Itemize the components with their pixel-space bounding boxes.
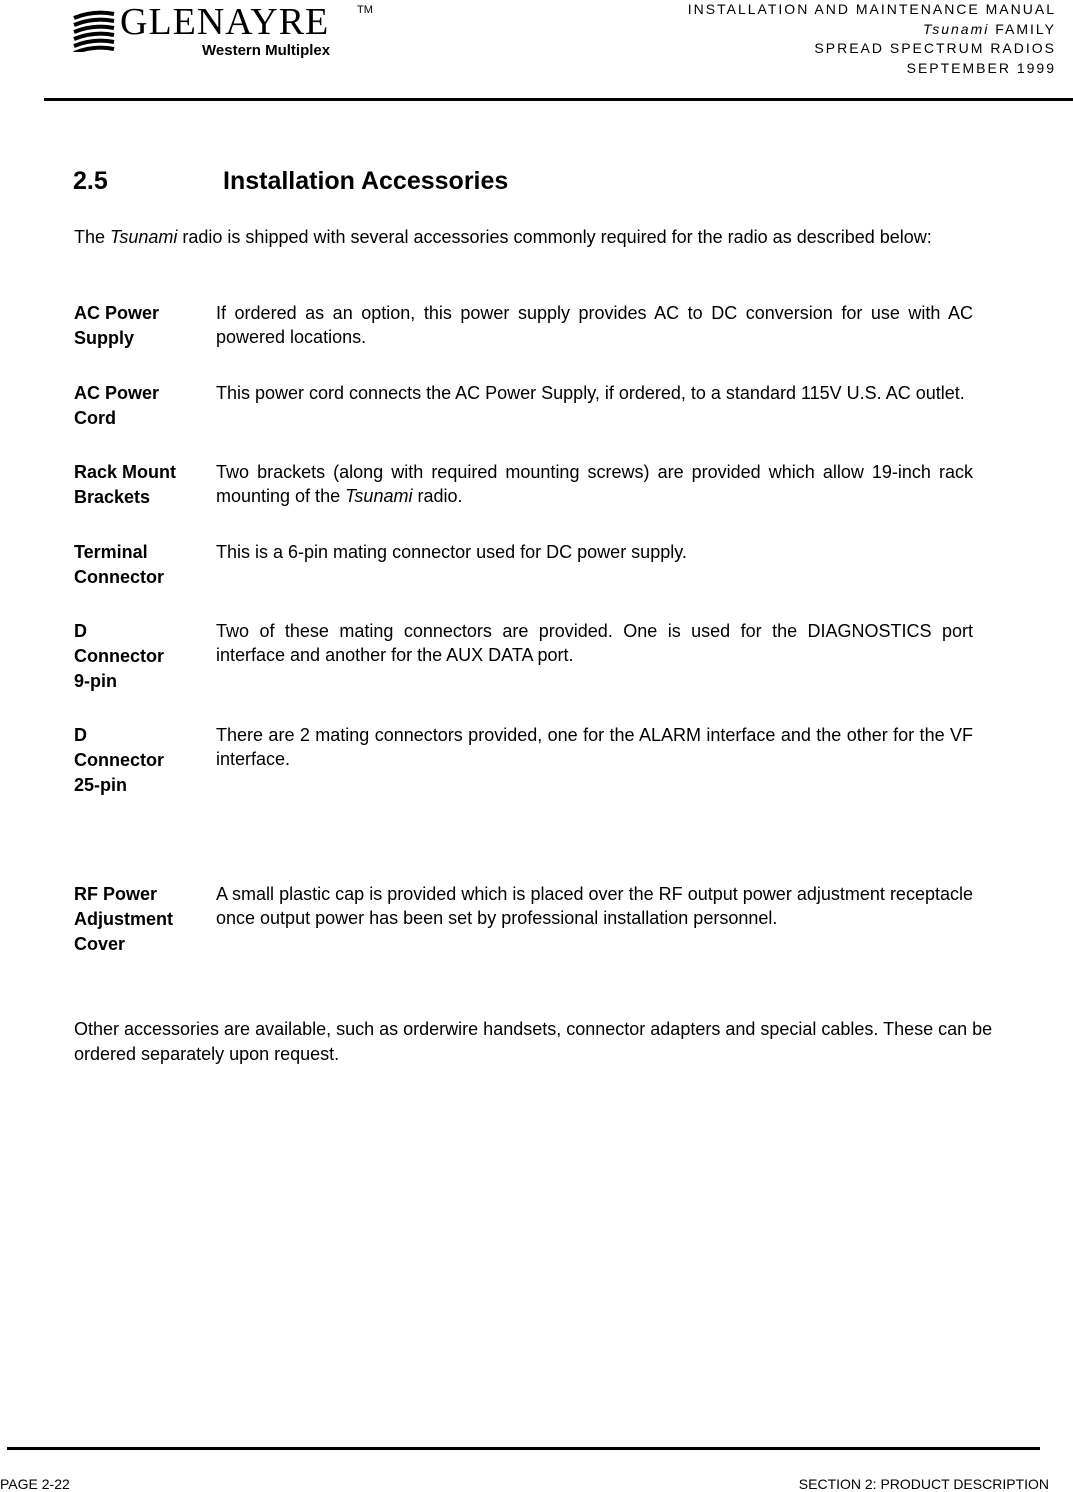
header-date: SEPTEMBER 1999 [906,59,1056,76]
footer-divider [7,1447,1040,1450]
header-family [688,20,1056,40]
accessory-term: RF Power Adjustment Cover [74,884,173,954]
accessory-term: AC Power Supply [74,303,160,348]
section-number: 2.5 [73,167,108,195]
accessory-description: There are 2 mating connectors provided, one for the ALARM interface and the other for the VF interface. [216,725,973,769]
accessory-description: Two of these mating connectors are provided. One is used for the DIAGNOSTICS port interface and another for the AUX DATA port. [216,621,973,665]
logo-subtitle: Western Multiplex [202,42,331,59]
accessory-term: AC Power Cord [74,383,160,428]
company-logo [72,2,372,60]
accessory-description [216,460,973,508]
accessory-description: This is a 6-pin mating connector used for DC power supply. [216,542,687,562]
accessory-term: D Connector 25-pin [74,725,164,795]
header-family-label: FAMILY [989,20,1056,37]
logo-swoosh-icon [72,8,116,52]
logo-trademark: TM [357,4,373,16]
logo-wordmark: GLENAYRE [120,1,330,43]
header-product-name: Tsunami [922,20,990,37]
accessory-description-start: Two brackets (along with required mounting screws) are provided which allow 19-inch rack mounting of the [216,462,973,506]
accessory-description: A small plastic cap is provided which is placed over the RF output power adjustment receptacle once output power has been set by professional installation personnel. [216,884,973,928]
accessory-product-name: Tsunami [345,486,413,506]
section-title: Installation Accessories [223,167,509,195]
section-heading [73,167,508,196]
intro-product-name: Tsunami [110,227,178,247]
intro-paragraph [74,225,1034,249]
accessory-term: Rack Mount Brackets [74,462,177,507]
accessory-term: Terminal Connector [74,542,164,587]
footer-section-name: SECTION 2: PRODUCT DESCRIPTION [798,1476,1049,1492]
header-manual-title: INSTALLATION AND MAINTENANCE MANUAL [687,1,1056,17]
accessory-description: If ordered as an option, this power supply provides AC to DC conversion for use with AC powered locations. [216,303,973,347]
accessory-term: D Connector 9-pin [74,621,164,691]
intro-text-start: The [74,227,111,247]
document-header [688,0,1056,78]
header-product-type: SPREAD SPECTRUM RADIOS [814,40,1056,56]
accessory-description-end: radio. [412,486,463,506]
accessory-description: This power cord connects the AC Power Supply, if ordered, to a standard 115V U.S. AC outlet. [216,383,965,403]
header-divider [44,98,1073,101]
intro-text-end: radio is shipped with several accessories commonly required for the radio as described below: [177,227,932,247]
closing-paragraph: Other accessories are available, such as orderwire handsets, connector adapters and special cables. These can be ordered separately upon request. [74,1019,993,1064]
page-number: PAGE 2-22 [0,1476,70,1492]
